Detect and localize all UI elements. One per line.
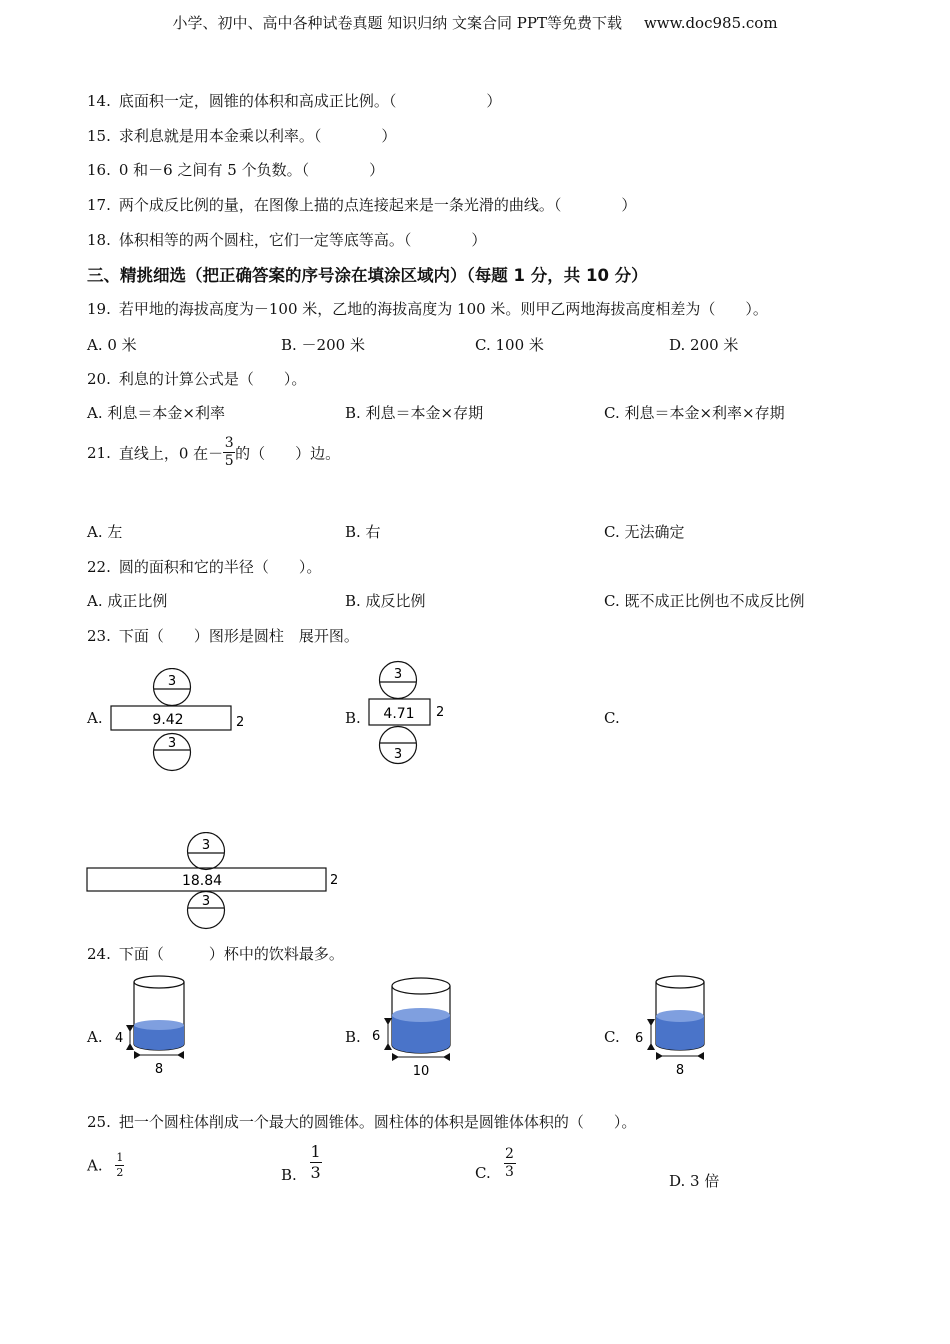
question-number: 16.	[87, 161, 111, 179]
question-20	[87, 368, 306, 389]
height-label: 6	[635, 1031, 644, 1046]
option-c-label[interactable]: C.	[604, 1028, 620, 1046]
arrow-icon	[177, 1051, 184, 1059]
arrow-icon	[134, 1051, 141, 1059]
rect-label: 9.42	[152, 712, 184, 728]
question-text: 圆的面积和它的半径（ ）。	[118, 558, 322, 576]
fraction-denominator: 3	[505, 1164, 514, 1181]
fraction-denominator: 3	[310, 1162, 321, 1182]
option-b[interactable]: B. 成反比例	[345, 592, 426, 610]
diameter-label: 8	[154, 1062, 164, 1077]
section-3-title: 三、精挑细选（把正确答案的序号涂在填涂区域内）（每题 1 分，共 10 分）	[87, 266, 648, 285]
option-c[interactable]: C. 100 米	[475, 336, 544, 354]
side-label: 2	[236, 715, 245, 730]
header-text: 小学、初中、高中各种试卷真题 知识归纳 文案合同 PPT等免费下载	[172, 14, 622, 32]
diameter-label: 8	[675, 1063, 685, 1078]
cup-rim	[656, 976, 704, 988]
circle-label: 3	[201, 838, 211, 853]
fraction-denominator: 5	[224, 453, 234, 470]
option-a-label[interactable]: A.	[87, 1028, 103, 1046]
fraction-numerator: 1	[310, 1142, 321, 1161]
rect-label: 4.71	[383, 706, 415, 722]
diameter-label: 10	[412, 1064, 430, 1079]
question-17	[87, 194, 636, 215]
arrow-icon	[656, 1052, 663, 1060]
question-23	[87, 625, 359, 646]
cup-figure-b	[366, 972, 466, 1080]
drink-surface	[134, 1020, 184, 1030]
rect-label: 18.84	[181, 873, 223, 889]
arrow-icon	[647, 1043, 655, 1050]
net-figure-c	[84, 832, 354, 932]
question-21	[87, 436, 340, 470]
option-b[interactable]: B. 右	[345, 523, 381, 541]
fraction	[504, 1147, 516, 1181]
option-c[interactable]: C. 无法确定	[604, 523, 685, 541]
option-a[interactable]: A. 左	[87, 523, 123, 541]
circle-label: 3	[393, 667, 403, 682]
question-number: 17.	[87, 196, 111, 214]
cup-figure-c	[630, 972, 710, 1080]
fraction	[223, 436, 235, 470]
fraction-denominator: 2	[116, 1166, 124, 1180]
question-25	[87, 1111, 636, 1132]
option-a[interactable]	[87, 1152, 124, 1179]
question-number: 14.	[87, 92, 111, 110]
option-a[interactable]: A. 0 米	[87, 336, 137, 354]
fraction	[310, 1143, 322, 1181]
question-19	[87, 298, 768, 319]
option-d[interactable]: D. 200 米	[669, 336, 739, 354]
question-text: 把一个圆柱体削成一个最大的圆锥体。圆柱体的体积是圆锥体体积的（ ）。	[118, 1113, 637, 1131]
option-b-label[interactable]: B.	[345, 1028, 361, 1046]
question-number: 23.	[87, 627, 111, 645]
question-text-pre: 直线上，0 在－	[118, 444, 224, 463]
option-c[interactable]: C. 利息＝本金×利率×存期	[604, 404, 785, 422]
option-b[interactable]: B. 利息＝本金×存期	[345, 404, 484, 422]
cup-figure-a	[110, 972, 190, 1080]
question-text: 下面（ ）图形是圆柱 展开图。	[118, 627, 359, 645]
arrow-icon	[126, 1025, 134, 1032]
question-text: 体积相等的两个圆柱，它们一定等底等高。（ ）	[118, 231, 487, 249]
option-label: B.	[281, 1166, 297, 1185]
fraction-numerator: 3	[224, 435, 234, 451]
question-18	[87, 229, 486, 250]
question-22	[87, 556, 321, 577]
option-b-label[interactable]: B.	[345, 709, 361, 727]
question-text-post: 的（ ）边。	[235, 444, 341, 463]
drink-surface	[656, 1010, 704, 1022]
question-text: 利息的计算公式是（ ）。	[118, 370, 307, 388]
question-text: 若甲地的海拔高度为－100 米，乙地的海拔高度为 100 米。则甲乙两地海拔高度相差为（ ）。	[118, 300, 768, 318]
question-15	[87, 125, 396, 146]
option-b[interactable]: B. －200 米	[281, 336, 365, 354]
fraction	[115, 1152, 124, 1179]
cup-rim	[134, 976, 184, 988]
option-label: C.	[475, 1163, 491, 1182]
option-label: A.	[87, 1156, 103, 1175]
question-text: 底面积一定，圆锥的体积和高成正比例。（ ）	[118, 92, 502, 110]
arrow-icon	[647, 1019, 655, 1026]
option-c[interactable]: C. 既不成正比例也不成反比例	[604, 592, 805, 610]
header-site: www.doc985.com	[643, 14, 778, 32]
arrow-icon	[697, 1052, 704, 1060]
question-number: 21.	[87, 443, 111, 462]
option-a-label[interactable]: A.	[87, 709, 103, 727]
question-16	[87, 159, 384, 180]
question-number: 24.	[87, 945, 111, 963]
question-text: 两个成反比例的量，在图像上描的点连接起来是一条光滑的曲线。（ ）	[118, 196, 637, 214]
question-text: 0 和－6 之间有 5 个负数。（ ）	[118, 161, 385, 179]
circle-label: 3	[167, 736, 177, 751]
option-d[interactable]: D. 3 倍	[669, 1172, 720, 1190]
circle-label: 3	[201, 894, 211, 909]
drink-surface	[392, 1008, 450, 1022]
fraction-numerator: 2	[505, 1146, 514, 1162]
question-24	[87, 943, 344, 964]
fraction-numerator: 1	[116, 1151, 124, 1164]
option-b[interactable]	[281, 1143, 322, 1184]
arrow-icon	[126, 1043, 134, 1050]
arrow-icon	[392, 1053, 399, 1061]
question-14	[87, 90, 501, 111]
option-a[interactable]: A. 成正比例	[87, 592, 168, 610]
question-text: 求利息就是用本金乘以利率。（ ）	[118, 127, 397, 145]
option-c-label[interactable]: C.	[604, 709, 620, 727]
circle-label: 3	[393, 747, 403, 762]
question-number: 15.	[87, 127, 111, 145]
question-number: 20.	[87, 370, 111, 388]
arrow-icon	[384, 1018, 392, 1025]
option-a[interactable]: A. 利息＝本金×利率	[87, 404, 225, 422]
question-number: 19.	[87, 300, 111, 318]
question-number: 25.	[87, 1113, 111, 1131]
cup-rim	[392, 978, 450, 994]
net-figure-a	[108, 668, 248, 774]
height-label: 4	[115, 1031, 124, 1046]
page-header	[0, 12, 950, 33]
height-label: 6	[372, 1029, 381, 1044]
question-text: 下面（ ）杯中的饮料最多。	[118, 945, 344, 963]
side-label: 2	[436, 705, 445, 720]
arrow-icon	[384, 1043, 392, 1050]
question-number: 18.	[87, 231, 111, 249]
side-label: 2	[330, 873, 339, 888]
net-figure-b	[365, 660, 455, 770]
circle-label: 3	[167, 674, 177, 689]
question-number: 22.	[87, 558, 111, 576]
option-c[interactable]	[475, 1147, 516, 1182]
arrow-icon	[443, 1053, 450, 1061]
